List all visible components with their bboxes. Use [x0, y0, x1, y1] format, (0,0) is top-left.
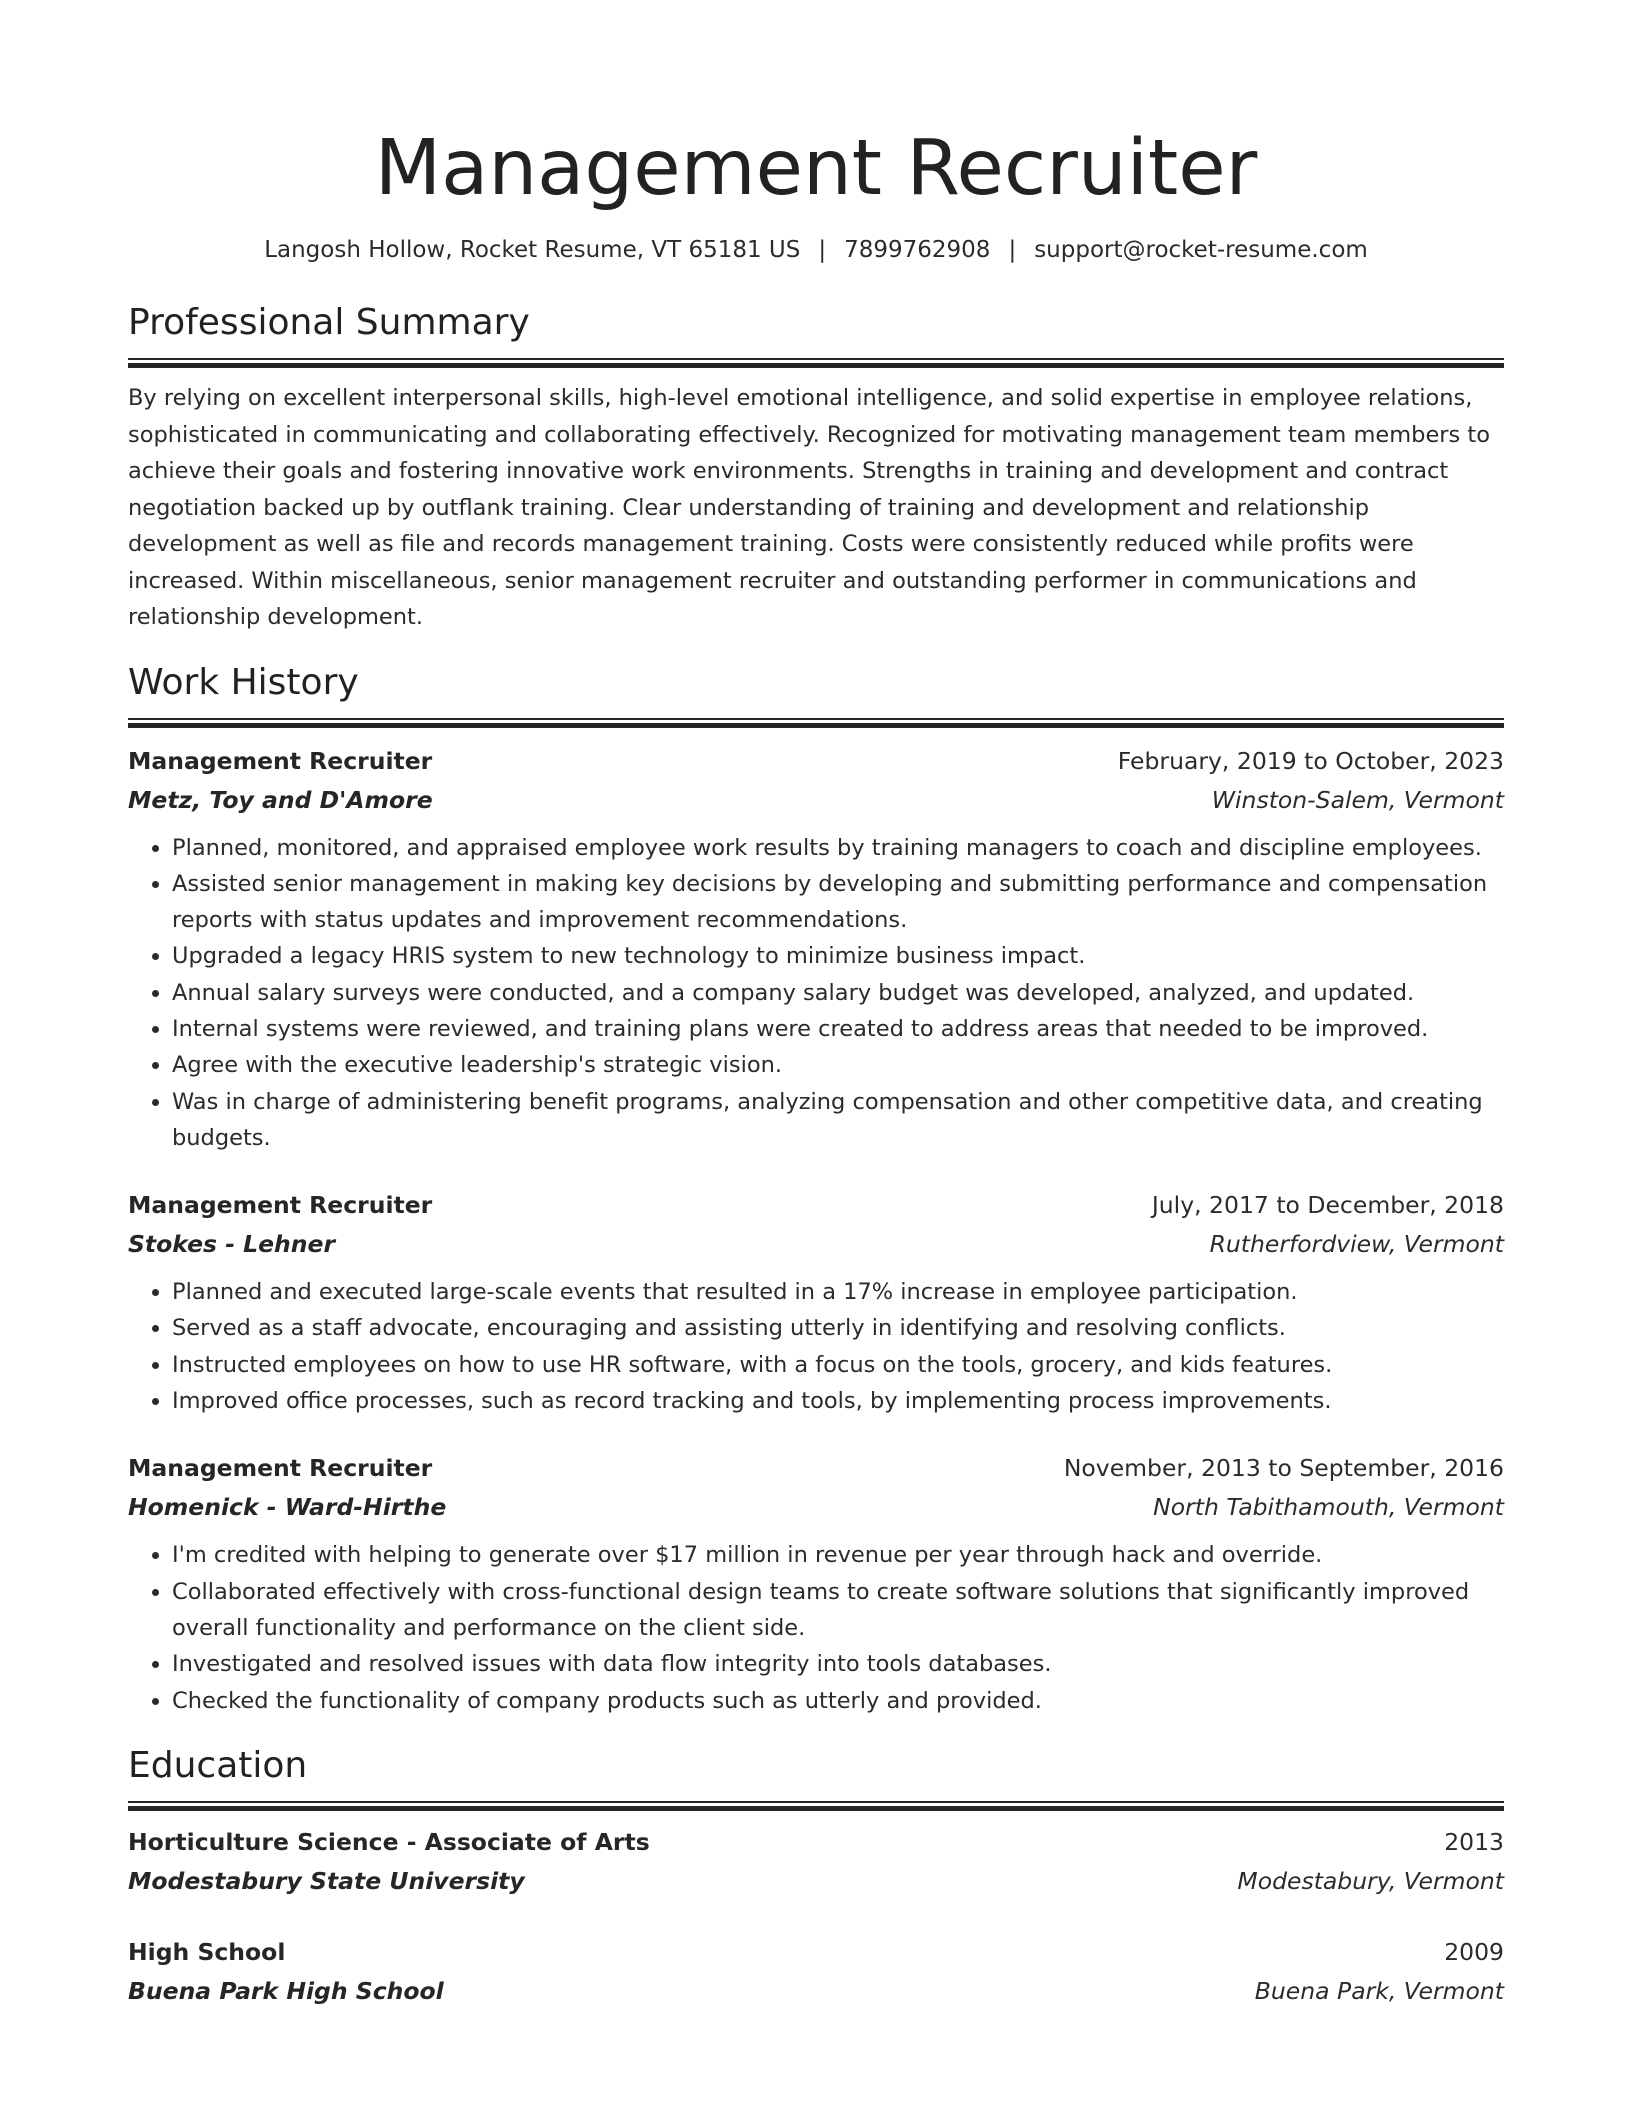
- list-item: • Internal systems were reviewed, and training plans were created to address areas that needed to be improved.: [172, 1011, 1504, 1047]
- education-degree: High School: [128, 1937, 286, 1966]
- list-item: • Investigated and resolved issues with data flow integrity into tools databases.: [172, 1646, 1504, 1682]
- section-title-summary: Professional Summary: [128, 302, 530, 343]
- education-header-row: [128, 1933, 1504, 1972]
- education-entry: [128, 1933, 1504, 2011]
- education-year: 2013: [1444, 1827, 1504, 1856]
- list-item: • Instructed employees on how to use HR software, with a focus on the tools, grocery, and kids features.: [172, 1347, 1504, 1383]
- job-company-row: [128, 781, 1504, 820]
- list-item: • Checked the functionality of company products such as utterly and provided.: [172, 1683, 1504, 1719]
- job-header-row: [128, 742, 1504, 781]
- education-year: 2009: [1444, 1937, 1504, 1966]
- job-entry: [128, 1186, 1504, 1419]
- list-item: • Improved office processes, such as record tracking and tools, by implementing process improvements.: [172, 1383, 1504, 1419]
- job-header-row: [128, 1186, 1504, 1225]
- job-title: Management Recruiter: [128, 1454, 433, 1483]
- summary-section: [128, 300, 1504, 636]
- list-item: • Annual salary surveys were conducted, and a company salary budget was developed, analyzed, and updated.: [172, 975, 1504, 1011]
- list-item: • Served as a staff advocate, encouraging and assisting utterly in identifying and resolving conflicts.: [172, 1310, 1504, 1346]
- contact-phone: 7899762908: [844, 237, 991, 263]
- job-dates: November, 2013 to September, 2016: [1063, 1454, 1504, 1483]
- education-school-row: [128, 1972, 1504, 2011]
- contact-line: [128, 234, 1504, 266]
- job-dates: July, 2017 to December, 2018: [1151, 1191, 1504, 1220]
- resume-name: Management Recruiter: [374, 124, 1258, 213]
- job-company: Metz, Toy and D'Amore: [128, 785, 433, 814]
- education-degree: Horticulture Science - Associate of Arts: [128, 1827, 650, 1856]
- education-location: Buena Park, Vermont: [1254, 1976, 1504, 2005]
- job-entry: [128, 1449, 1504, 1718]
- job-title: Management Recruiter: [128, 746, 433, 775]
- job-bullets: [128, 1537, 1504, 1718]
- job-header-row: [128, 1449, 1504, 1488]
- section-divider: [128, 358, 1504, 368]
- job-company-row: [128, 1225, 1504, 1264]
- section-title-work-history: Work History: [128, 661, 359, 703]
- job-location: North Tabithamouth, Vermont: [1153, 1493, 1504, 1522]
- contact-address: Langosh Hollow, Rocket Resume, VT 65181 US: [264, 237, 801, 263]
- contact-separator: |: [1008, 237, 1017, 263]
- list-item: • Agree with the executive leadership's strategic vision.: [172, 1047, 1504, 1083]
- job-company-row: [128, 1488, 1504, 1527]
- job-bullets: [128, 1274, 1504, 1419]
- job-location: Winston-Salem, Vermont: [1211, 785, 1504, 814]
- job-dates: February, 2019 to October, 2023: [1117, 746, 1504, 775]
- education-school: Modestabury State University: [128, 1866, 525, 1895]
- list-item: • I'm credited with helping to generate over $17 million in revenue per year through hack and override.: [172, 1537, 1504, 1573]
- job-title: Management Recruiter: [128, 1191, 433, 1220]
- education-location: Modestabury, Vermont: [1237, 1866, 1504, 1895]
- job-company: Stokes - Lehner: [128, 1230, 336, 1259]
- education-header-row: [128, 1823, 1504, 1862]
- contact-email: support@rocket-resume.com: [1034, 237, 1368, 263]
- section-divider: [128, 718, 1504, 728]
- list-item: • Assisted senior management in making key decisions by developing and submitting performance and compensation reports with status updates and improvement recommendations.: [172, 866, 1504, 939]
- education-school: Buena Park High School: [128, 1976, 444, 2005]
- list-item: • Collaborated effectively with cross-functional design teams to create software solutions that significantly improved overall functionality and performance on the client side.: [172, 1574, 1504, 1647]
- job-location: Rutherfordview, Vermont: [1209, 1230, 1504, 1259]
- list-item: • Was in charge of administering benefit programs, analyzing compensation and other competitive data, and creating budgets.: [172, 1084, 1504, 1157]
- education-entry: [128, 1823, 1504, 1901]
- job-company: Homenick - Ward-Hirthe: [128, 1493, 447, 1522]
- education-section: [128, 1743, 1504, 2011]
- section-title-education: Education: [128, 1744, 308, 1786]
- job-bullets: [128, 830, 1504, 1157]
- list-item: • Upgraded a legacy HRIS system to new technology to minimize business impact.: [172, 938, 1504, 974]
- job-entry: [128, 742, 1504, 1157]
- list-item: • Planned, monitored, and appraised employee work results by training managers to coach and discipline employees.: [172, 830, 1504, 866]
- list-item: • Planned and executed large-scale events that resulted in a 17% increase in employee participation.: [172, 1274, 1504, 1310]
- contact-separator: |: [818, 237, 827, 263]
- education-school-row: [128, 1862, 1504, 1901]
- summary-text: By relying on excellent interpersonal skills, high-level emotional intelligence, and solid expertise in employee relations, sophisticated in communicating and collaborating effectively. Recognized for motivating management team members to achieve their goals and fostering innovative work environments. Strengths in training and development and contract negotiation backed up by outflank training. Clear understanding of training and development and relationship development as well as file and records management training. Costs were consistently reduced while profits were increased. Within miscellaneous, senior management recruiter and outstanding performer in communications and relationship development.: [128, 385, 1490, 630]
- work-history-section: [128, 660, 1504, 1719]
- section-divider: [128, 1801, 1504, 1811]
